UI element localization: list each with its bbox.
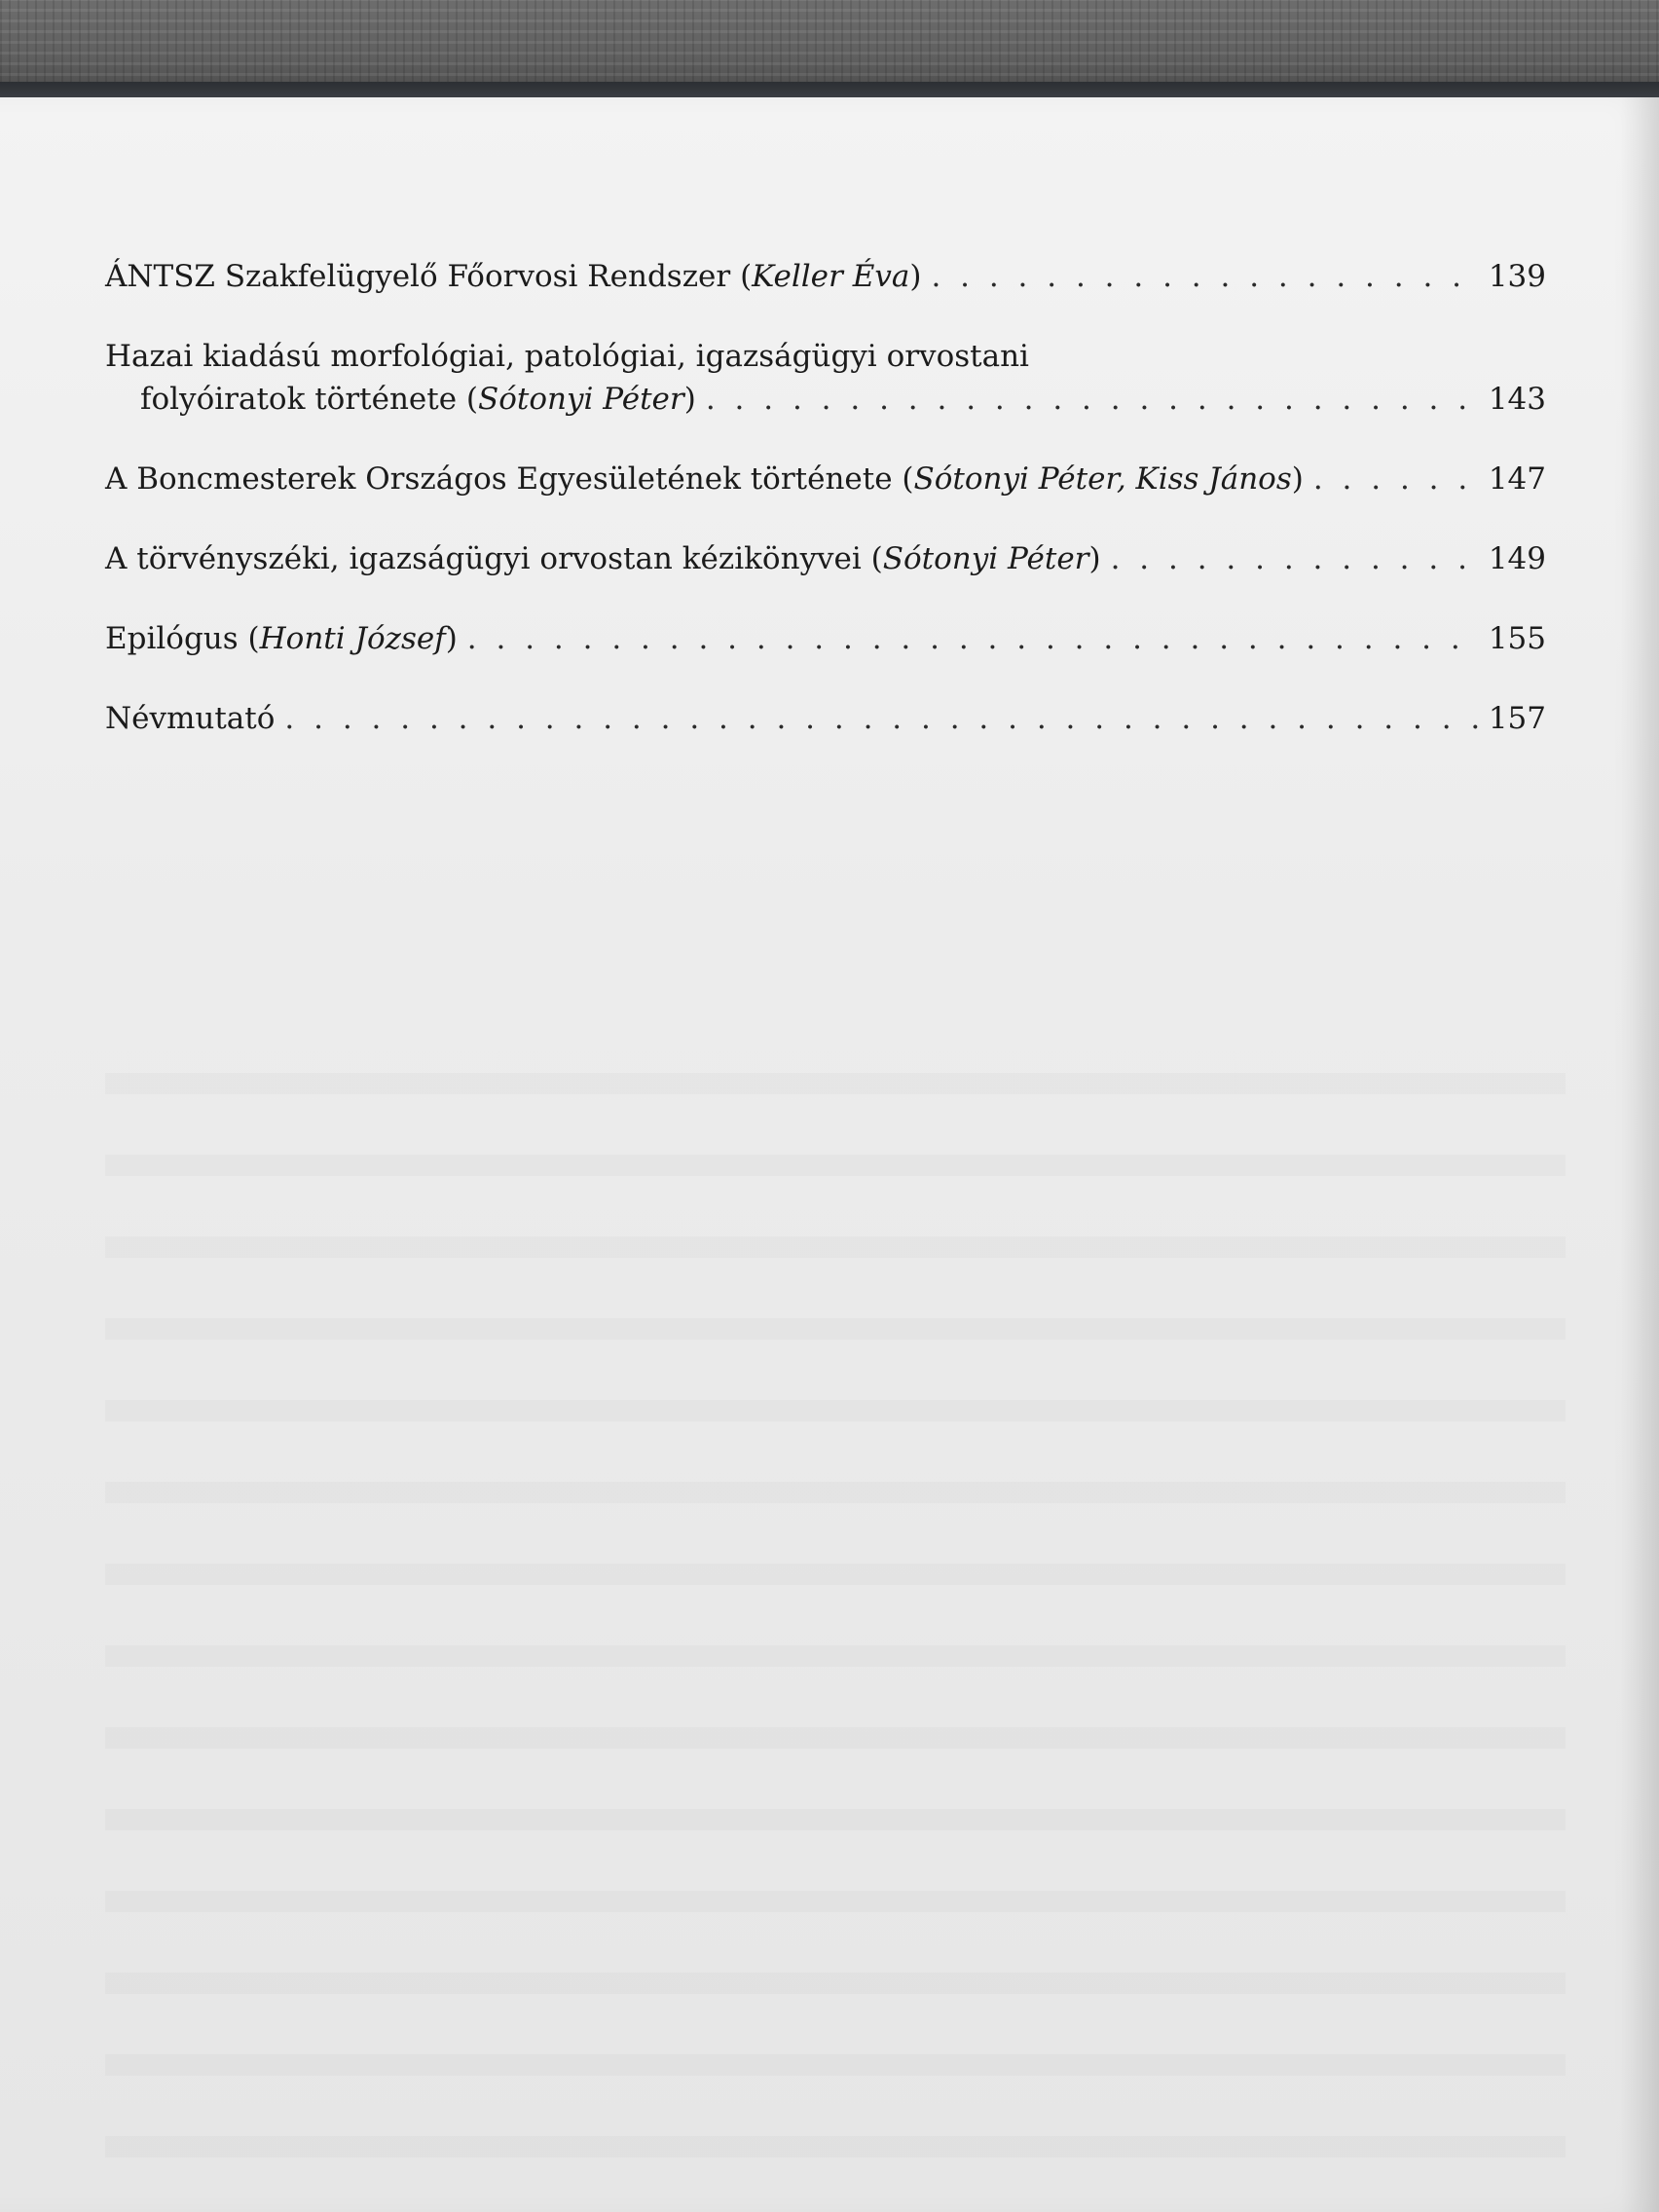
toc-entry-line-first	[105, 335, 1546, 378]
toc-entry-line	[105, 697, 1546, 740]
toc-entry	[105, 697, 1546, 740]
toc-entry-title: A Boncmesterek Országos Egyesületének története	[105, 461, 893, 497]
toc-entry-line	[105, 537, 1546, 580]
toc-entry-page: 139	[1488, 259, 1546, 294]
toc-entry-page: 143	[1488, 382, 1546, 417]
toc-entry-author: Honti József	[259, 621, 446, 656]
toc-entry-page: 155	[1488, 621, 1546, 656]
toc-entry-line	[105, 458, 1546, 500]
dot-leader	[284, 697, 1478, 740]
toc-entry-title-continued: folyóiratok története	[140, 382, 458, 417]
toc-entry-title-wrap: folyóiratok története (Sótonyi Péter)	[140, 382, 696, 417]
toc-entry	[105, 255, 1546, 298]
toc-entry-author: Sótonyi Péter	[478, 382, 684, 417]
table-of-contents	[105, 255, 1546, 740]
toc-entry-title: Hazai kiadású morfológiai, patológiai, igazságügyi orvostani	[105, 339, 1029, 374]
dot-leader	[1313, 458, 1479, 500]
toc-entry-title-wrap: Epilógus (Honti József)	[105, 621, 458, 656]
toc-entry-title-wrap: A Boncmesterek Országos Egyesületének története (Sótonyi Péter, Kiss János)	[105, 461, 1304, 497]
toc-entry-title-wrap: A törvényszéki, igazságügyi orvostan kézikönyvei (Sótonyi Péter)	[105, 541, 1101, 576]
toc-entry-author: Sótonyi Péter	[882, 541, 1089, 576]
toc-entry-author: Keller Éva	[752, 259, 910, 294]
dot-leader	[706, 378, 1479, 421]
toc-entry-author: Sótonyi Péter, Kiss János	[913, 461, 1292, 497]
toc-entry-title-wrap: ÁNTSZ Szakfelügyelő Főorvosi Rendszer (Keller Éva)	[105, 259, 922, 294]
toc-entry	[105, 537, 1546, 580]
toc-entry-page: 149	[1488, 541, 1546, 576]
toc-entry	[105, 458, 1546, 500]
toc-entry-title: ÁNTSZ Szakfelügyelő Főorvosi Rendszer	[105, 259, 731, 294]
dot-leader	[931, 255, 1478, 298]
toc-entry	[105, 617, 1546, 660]
toc-entry-title: A törvényszéki, igazságügyi orvostan kézikönyvei	[105, 541, 862, 576]
dot-leader	[467, 617, 1479, 660]
toc-entry-line	[105, 378, 1546, 421]
toc-entry-line	[105, 255, 1546, 298]
toc-entry	[105, 335, 1546, 421]
show-through-text	[105, 1013, 1566, 2212]
toc-entry-line	[105, 617, 1546, 660]
dot-leader	[1111, 537, 1479, 580]
toc-entry-title: Epilógus	[105, 621, 239, 656]
toc-entry-page: 157	[1488, 701, 1546, 736]
toc-entry-page: 147	[1488, 461, 1546, 497]
toc-entry-title: Névmutató	[105, 701, 276, 736]
